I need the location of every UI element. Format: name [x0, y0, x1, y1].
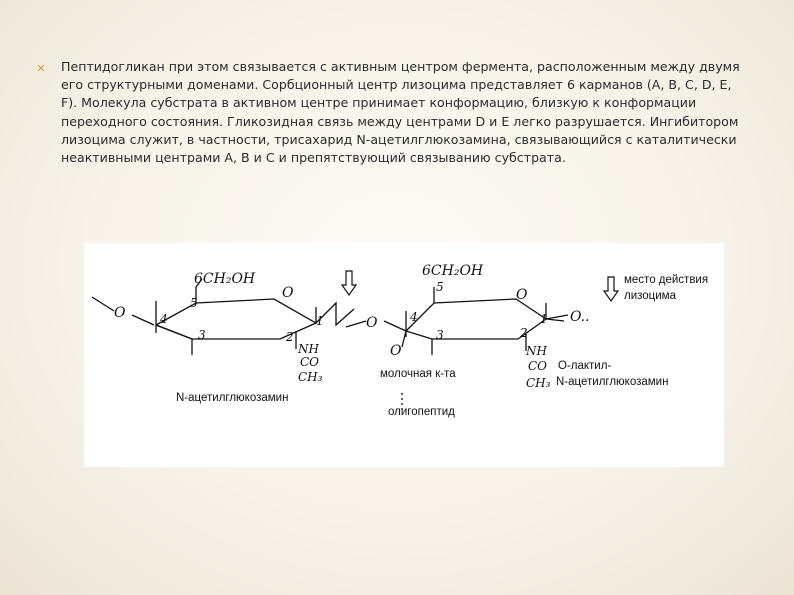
ring2-num1: 1: [540, 312, 548, 326]
ring1-num4: 4: [160, 312, 168, 326]
ring1-num2: 2: [286, 330, 294, 344]
ring2-num3: 3: [436, 328, 444, 342]
ring1-co: CO: [300, 355, 320, 369]
label-nag: N-ацетилглюкозамин: [176, 392, 289, 404]
ring2-nh: NH: [526, 344, 547, 358]
ring2-ch2oh: 6CH₂OH: [422, 263, 484, 279]
lysozyme-substrate-figure: [84, 243, 724, 467]
hollow-down-arrow-icon: [342, 271, 356, 295]
ring1-nh: NH: [298, 342, 319, 356]
slide-paragraph: Пептидогликан при этом связывается с активным центром фермента, расположенным между двумя его структурными доменами. Сорбционный центр лизоцима представляет 6 карманов (А, В, С, D, E, F). Молекула субстрата в активном центре принимает конформацию, близкую к конформации переходного состояния. Гликозидная связь между центрами D и E легко разрушается. Ингибитором лизоцима служит, в частности, трисахарид N-ацетилглюкозамина, связывающийся с каталитически неактивными центрами А, В и С и препятствующий связыванию субстрата.: [61, 59, 740, 166]
ring1-num3: 3: [198, 328, 206, 342]
label-nam-line1: О-лактил-: [558, 360, 612, 372]
ring2-co: CO: [528, 359, 548, 373]
ring1-num1: 1: [316, 314, 324, 328]
label-oligopeptide: олигопептид: [388, 406, 455, 418]
label-lactic-acid: молочная к-та: [380, 368, 456, 380]
left-oxygen: O: [114, 305, 126, 321]
ring1-ch3: CH₃: [298, 370, 323, 384]
legend-line2: лизоцима: [624, 290, 676, 302]
legend-arrow-icon: [604, 277, 618, 301]
ring2-oxygen: O: [516, 287, 528, 303]
ring2-num5: 5: [436, 280, 444, 294]
ring1-ch2oh: 6CH₂OH: [194, 271, 256, 287]
right-oxygen: O..: [570, 309, 590, 325]
lactyl-oxygen: O: [390, 343, 402, 359]
ring2-num4: 4: [410, 310, 418, 324]
ring2-num2: 2: [520, 326, 528, 340]
x-bullet-icon: ✕: [36, 62, 46, 75]
ring2-ch3: CH₃: [526, 376, 551, 390]
ring1-num5: 5: [190, 296, 198, 310]
legend-line1: место действия: [624, 274, 709, 286]
structure-diagram: [84, 243, 724, 467]
ring1-oxygen: O: [282, 285, 294, 301]
label-nam-line2: N-ацетилглюкозамин: [556, 376, 669, 388]
bridge-oxygen: O: [366, 315, 378, 331]
